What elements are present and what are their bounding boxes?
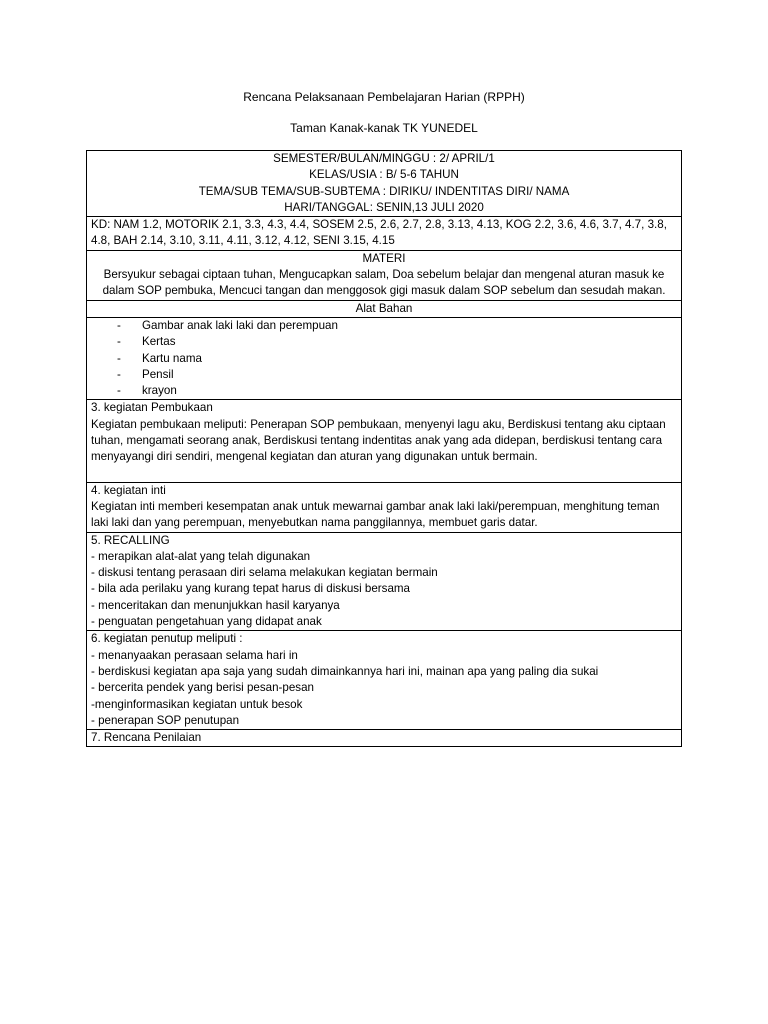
- penutup-heading: 6. kegiatan penutup meliputi :: [91, 632, 243, 646]
- list-item: - menanyaakan perasaan selama hari in: [91, 648, 298, 662]
- list-item: - penguatan pengetahuan yang didapat anak: [91, 615, 322, 629]
- penutup-cell: [87, 631, 682, 730]
- list-item-text: Gambar anak laki laki dan perempuan: [142, 318, 338, 332]
- list-item: -menginformasikan kegiatan untuk besok: [91, 697, 303, 711]
- alat-bahan-heading-row: [87, 300, 682, 317]
- list-item: - diskusi tentang perasaan diri selama melakukan kegiatan bermain: [91, 566, 438, 580]
- penilaian-cell: 7. Rencana Penilaian: [87, 730, 682, 747]
- bullet-dash: -: [117, 318, 121, 332]
- list-item: [91, 318, 677, 334]
- materi-text: Bersyukur sebagai ciptaan tuhan, Mengucapkan salam, Doa sebelum belajar dan mengenal aturan masuk ke dalam SOP pembuka, Mencuci tangan dan menggosok gigi masuk dalam SOP sebelum dan sesudah makan.: [102, 268, 666, 298]
- kelas-line: KELAS/USIA : B/ 5-6 TAHUN: [309, 168, 459, 182]
- list-item: - menceritakan dan menunjukkan hasil karyanya: [91, 598, 340, 612]
- bullet-dash: -: [117, 384, 121, 398]
- document-title: Rencana Pelaksanaan Pembelajaran Harian (RPPH): [243, 90, 525, 104]
- list-item: - merapikan alat-alat yang telah digunakan: [91, 549, 311, 563]
- tema-line: TEMA/SUB TEMA/SUB-SUBTEMA : DIRIKU/ INDENTITAS DIRI/ NAMA: [198, 184, 570, 198]
- alat-bahan-list: [91, 318, 677, 399]
- inti-row: [87, 482, 682, 532]
- inti-heading: 4. kegiatan inti: [91, 483, 166, 497]
- list-item: [91, 351, 677, 367]
- hari-line: HARI/TANGGAL: SENIN,13 JULI 2020: [284, 200, 484, 214]
- recalling-row: [87, 532, 682, 631]
- bullet-dash: -: [117, 335, 121, 349]
- rpph-table: [86, 150, 682, 747]
- materi-heading: MATERI: [362, 251, 406, 265]
- bullet-dash: -: [117, 367, 121, 381]
- inti-text: Kegiatan inti memberi kesempatan anak untuk mewarnai gambar anak laki laki/perempuan, menghitung teman laki laki dan yang perempuan, menyebutkan nama panggilannya, membuet garis datar.: [91, 499, 660, 530]
- list-item: [91, 383, 677, 399]
- list-item: - berdiskusi kegiatan apa saja yang sudah dimainkannya hari ini, mainan apa yang paling dia sukai: [91, 664, 599, 678]
- list-item-text: Kertas: [142, 335, 176, 349]
- alat-bahan-row: [87, 317, 682, 399]
- list-item: - bercerita pendek yang berisi pesan-pesan: [91, 681, 314, 695]
- pembukaan-row: [87, 400, 682, 482]
- alat-bahan-heading: Alat Bahan: [87, 300, 682, 317]
- materi-row: [87, 250, 682, 300]
- pembukaan-text: Kegiatan pembukaan meliputi: Penerapan SOP pembukaan, menyenyi lagu aku, Berdiskusi tentang aku ciptaan tuhan, mengamati seorang anak, Berdiskusi tentang indentitas anak yang ada didepan, berdiskusi tentang cara menyayangi diri sendiri, mengenal kegiatan dan aturan yang digunakan untuk bermain.: [91, 417, 666, 464]
- header-row: [87, 151, 682, 217]
- list-item: - bila ada perilaku yang kurang tepat harus di diskusi bersama: [91, 582, 411, 596]
- list-item-text: Pensil: [142, 367, 174, 381]
- kd-row: [87, 217, 682, 251]
- penilaian-row: [87, 730, 682, 747]
- list-item: - penerapan SOP penutupan: [91, 713, 240, 727]
- penutup-row: [87, 631, 682, 730]
- alat-bahan-cell: [87, 317, 682, 399]
- inti-cell: [87, 482, 682, 532]
- list-item: [91, 334, 677, 350]
- list-item-text: Kartu nama: [142, 351, 202, 365]
- school-name: Taman Kanak-kanak TK YUNEDEL: [290, 121, 478, 135]
- kd-cell: KD: NAM 1.2, MOTORIK 2.1, 3.3, 4.3, 4.4, SOSEM 2.5, 2.6, 2.7, 2.8, 3.13, 4.13, KOG 2.2, 3.6, 4.6, 3.7, 4.7, 3.8, 4.8, BAH 2.14, 3.10, 3.11, 4.11, 3.12, 4.12, SENI 3.15, 4.15: [87, 217, 682, 251]
- list-item-text: krayon: [142, 384, 177, 398]
- bullet-dash: -: [117, 351, 121, 365]
- header-cell: [87, 151, 682, 217]
- recalling-cell: [87, 532, 682, 631]
- materi-cell: [87, 250, 682, 300]
- semester-line: SEMESTER/BULAN/MINGGU : 2/ APRIL/1: [273, 152, 495, 165]
- pembukaan-heading: 3. kegiatan Pembukaan: [91, 401, 213, 415]
- pembukaan-cell: [87, 400, 682, 482]
- recalling-heading: 5. RECALLING: [91, 533, 170, 547]
- list-item: [91, 367, 677, 383]
